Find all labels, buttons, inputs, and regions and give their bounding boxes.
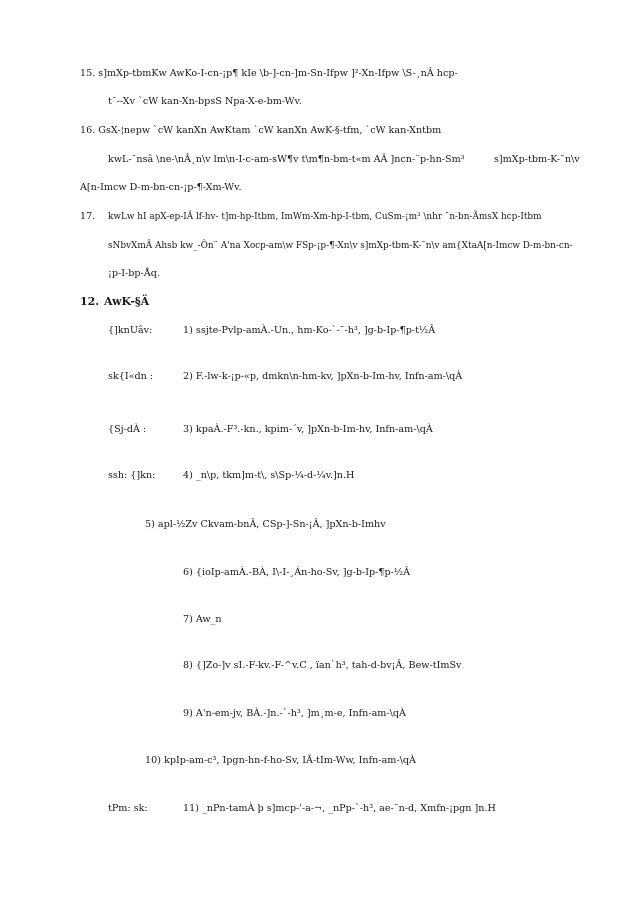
member-role: tPm: sk: — [108, 803, 148, 814]
member-entry: 6) {ioIp-amÀ.-BÀ, I\-I-¸Án-ho-Sv, ]g-b-Ip-¶p-½Â — [183, 567, 411, 578]
section-title: AwK-§Ä — [104, 295, 150, 308]
item-15-line-1: 15. s]mXp-tbmKw AwKo-I-cn-¡p¶ kIe \b-]-cn-]m-Sn-Ifpw ]²-Xn-Ifpw \S-¸nÂ hcp- — [80, 68, 458, 79]
item-17-number: 17. — [80, 211, 96, 222]
member-entry: 10) kpIp-am-c³, Ipgn-hn-f-ho-Sv, IÃ-tIm-Ww, Infn-am-\qÀ — [145, 755, 416, 766]
member-entry: 4) _n\p, tkm]m-t\, s\Sp-¼-d-¼v.]n.H — [183, 470, 355, 481]
section-number: 12. — [80, 295, 100, 308]
member-role: sk{I«dn : — [108, 371, 154, 382]
item-17-line-3: ¡p-I-bp-Åq. — [108, 268, 160, 279]
member-role: {Sj-dÀ : — [108, 424, 147, 435]
member-role: {]knUâv: — [108, 325, 153, 336]
item-16-line-2-end: s]mXp-tbm-K-¯n\v — [494, 154, 580, 165]
member-entry: 5) apl-½Zv Ckvam-bnÂ, CSp-]-Sn-¡Â, ]pXn-b-Imhv — [145, 519, 386, 530]
member-entry: 9) A'n-em-jv, BÀ.-]n.-`-h³, ]m¸m-e, Infn-am-\qÀ — [183, 708, 406, 719]
item-16-line-1: 16. GsX-¦nepw `cW kanXn AwKtam `cW kanXn AwK-§-tfm, `cW kan-Xntbm — [80, 125, 442, 136]
member-role: ssh: {]kn: — [108, 470, 156, 481]
item-17-line-1: kwLw hI apX-ep-IÄ lf-hv- t]m-hp-Itbm, ImWm-Xm-hp-I-tbm, CuSm-¡m³ \nhr ¯n-bn-ÃmsX hcp-Itbm — [108, 212, 542, 222]
member-entry: 1) ssjte-Pvlp-amÀ.-Un., hm-Ko-`-¯-h³, ]g-b-Ip-¶p-t½Â — [183, 325, 436, 336]
item-16-line-3: A[n-Imcw D-m-bn-cn-¡p-¶-Xm-Wv. — [80, 182, 242, 193]
member-entry: 8) {]Zo-]v sI.-F-kv.-F-^v.C , ïan`h³, tah-d-bv¡Â, Bew-tImSv — [183, 660, 462, 671]
member-entry: 3) kpaÀ.-F³.-kn., kpim-´v, ]pXn-b-Im-hv, Infn-am-\qÀ — [183, 424, 433, 435]
item-17-line-2: sNbvXmÂ Ahsb kw_-Ôn¨ A'na Xocp-am\w FSp-¡p-¶-Xn\v s]mXp-tbm-K-¯n\v am{XtaA[n-Imcw D-m-bn-cn- — [108, 241, 573, 251]
member-entry: 11) _nPn-tamÀ þ s]mcp-'-a-¬, _nPp-`-h³, ae-¨n-d, Xmfn-¡pgn ]n.H — [183, 803, 496, 814]
member-entry: 7) Aw_n — [183, 614, 222, 625]
item-15-line-2: t¯--Xv `cW kan-Xn-bpsS Npa-X-e-bm-Wv. — [108, 96, 302, 107]
member-entry: 2) F.-lw-k-¡p-«p, dmkn\n-hm-kv, ]pXn-b-Im-hv, Infn-am-\qÀ — [183, 371, 463, 382]
item-16-line-2: kwL-¯nsâ \ne-\nÂ¸n\v lm\n-I-c-am-sW¶v t\m¶n-bm-t«m AÂ ]ncn-¨p-hn-Sm³ — [108, 154, 465, 165]
